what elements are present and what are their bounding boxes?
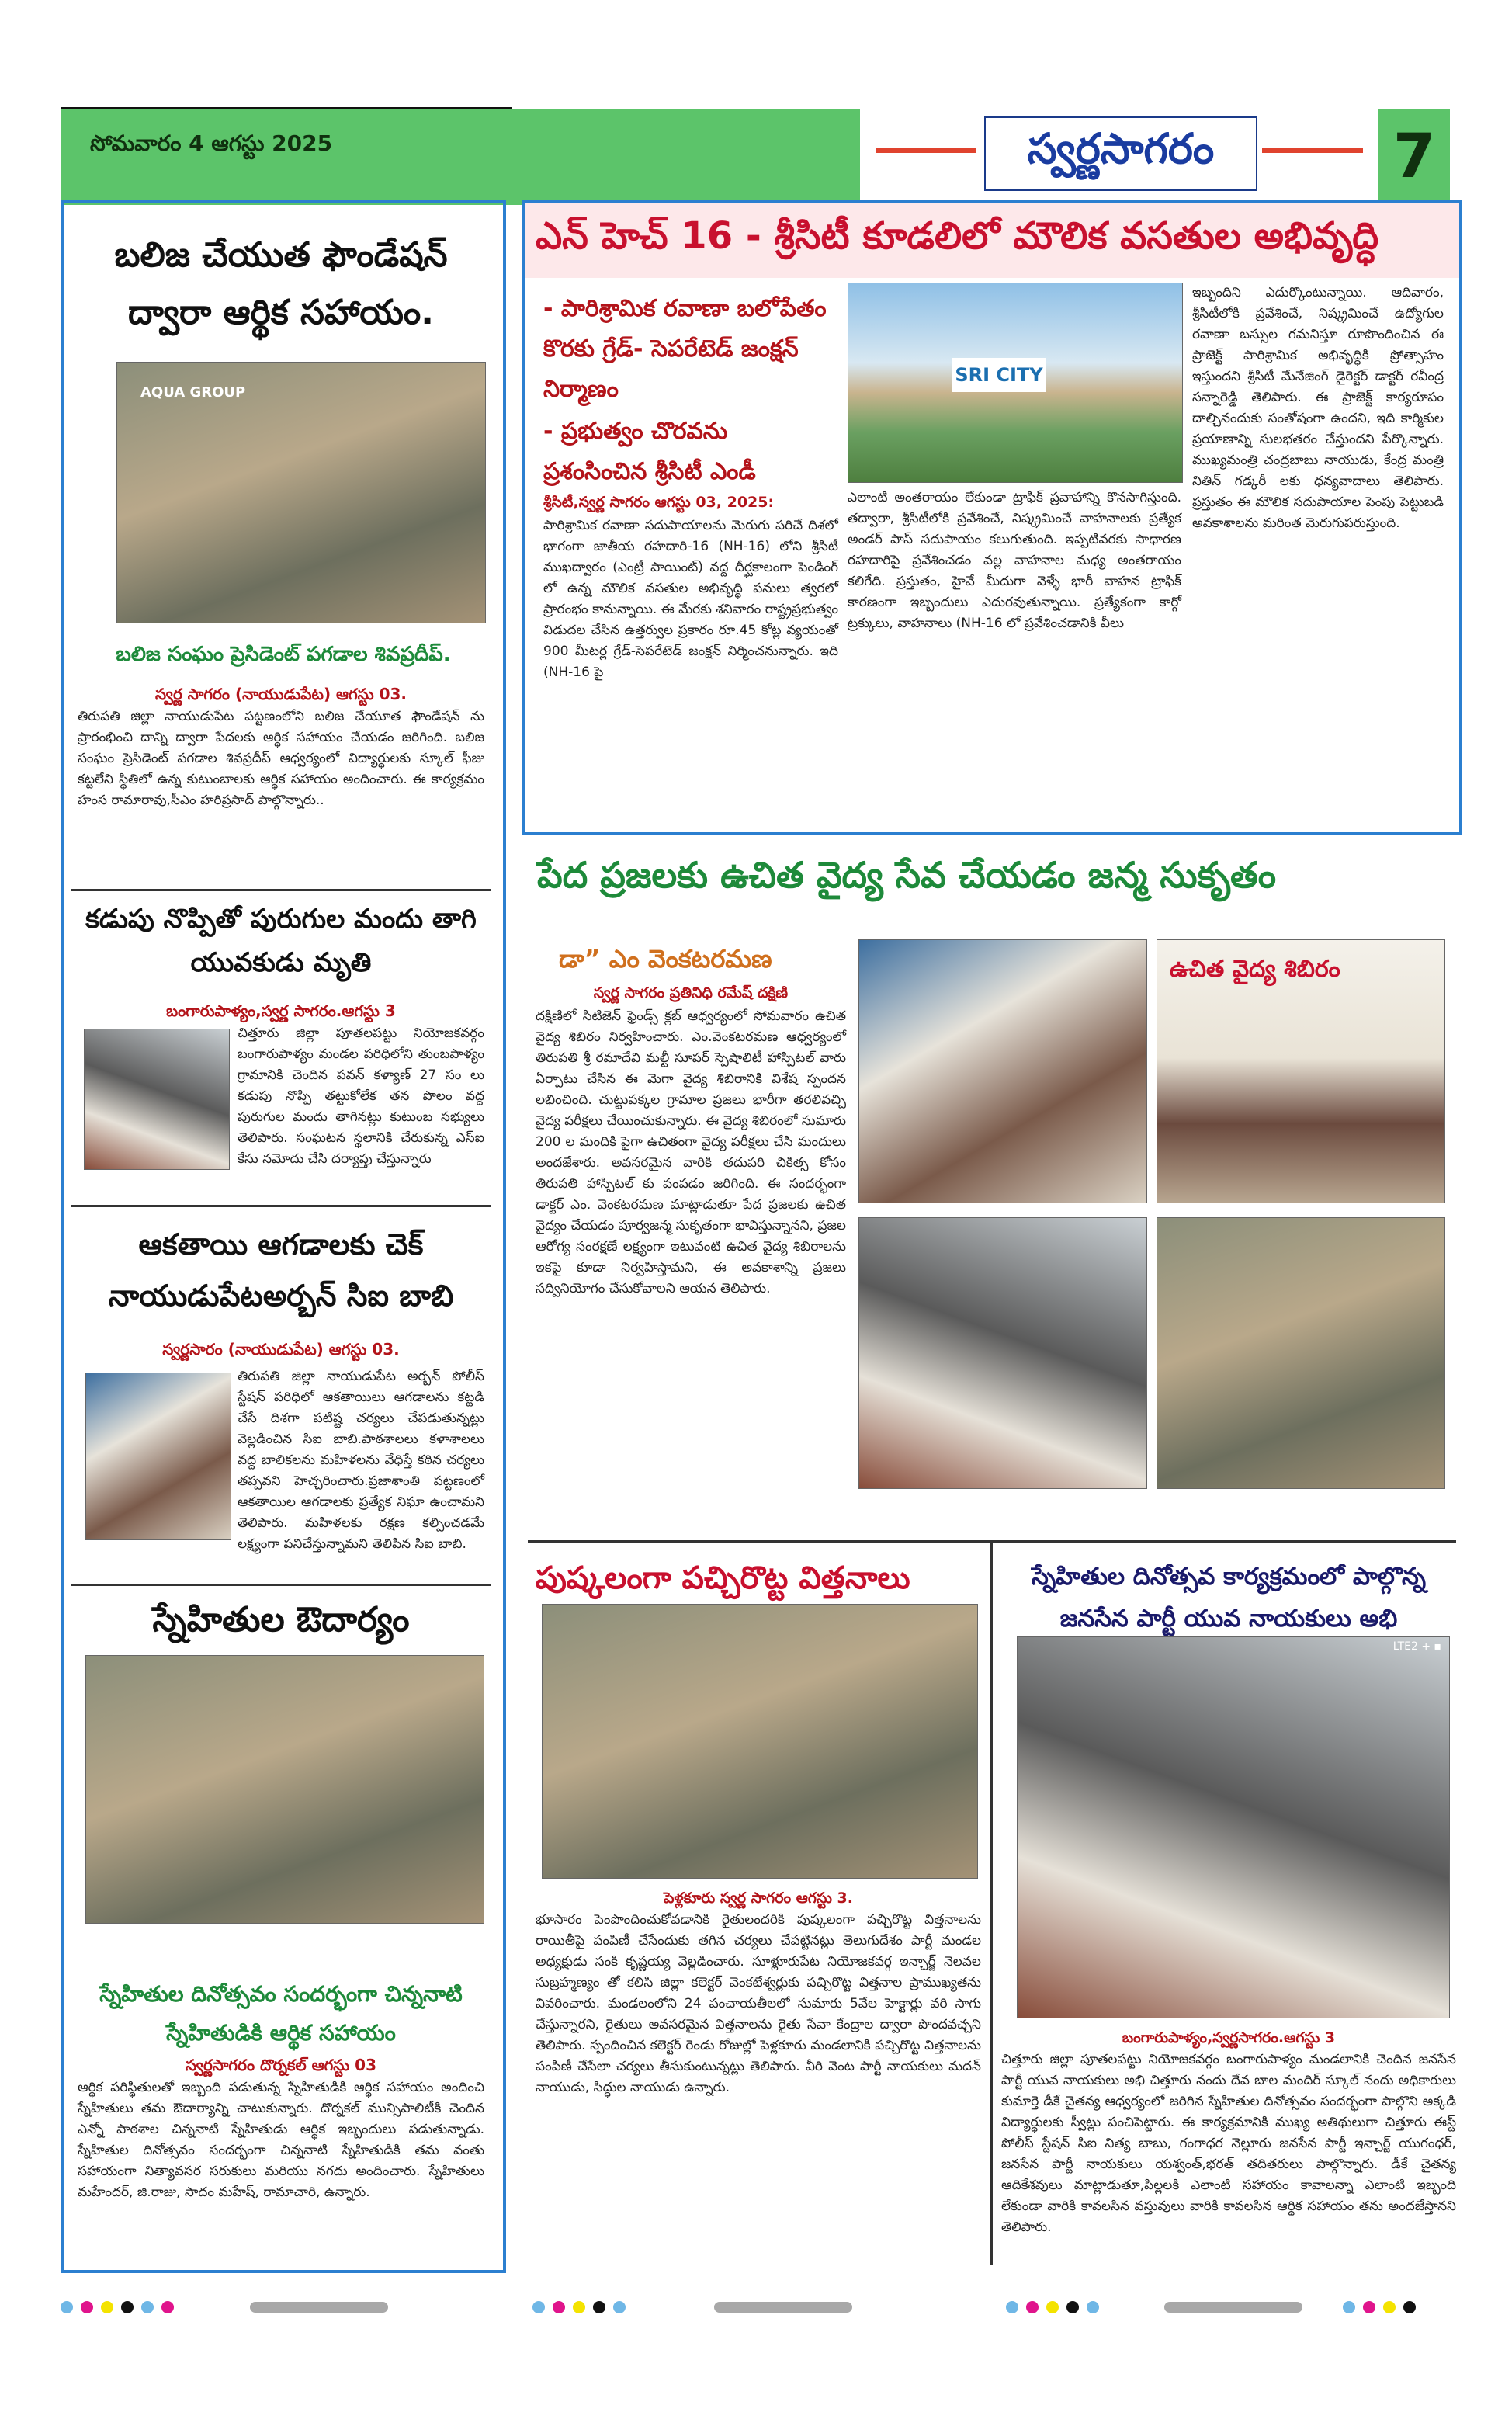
print-mark-bar <box>1164 2302 1302 2313</box>
story3-byline: స్వర్ణసారం (నాయుడుపేట) ఆగస్టు 03. <box>162 1340 400 1359</box>
janasena-byline: బంగారుపాళ్యం,స్వర్ణసాగరం.ఆగస్టు 3 <box>1122 2029 1336 2046</box>
seeds-photo <box>542 1604 978 1879</box>
medical-photo-1 <box>858 939 1147 1203</box>
story3-photo <box>85 1373 231 1540</box>
print-mark-bar <box>250 2302 388 2313</box>
story1-caption: బలిజ సంఘం ప్రెసిడెంట్ పగడాల శివప్రదీప్. <box>116 643 451 666</box>
janasena-photo-stamp: LTE2 + ▪ <box>1392 1640 1441 1653</box>
story1-headline: బలిజ చేయుత ఫౌండేషన్ ద్వారా ఆర్థిక సహాయం. <box>114 235 448 332</box>
story2-headline: కడుపు నొప్పితో పురుగుల మందు తాగి యువకుడు మృతి <box>85 904 477 978</box>
story4-byline: స్వర్ణసాగరం దొర్నకల్ ఆగస్టు 03 <box>185 2056 377 2074</box>
main-story-col1: పారిశ్రామిక రవాణా సదుపాయాలను మెరుగు పరిచే దిశలో భాగంగా జాతీయ రహదారి-16 (NH-16) లోని శ్రీసిటీ ముఖద్వారం (ఎంట్రీ పాయింట్) వద్ద దీర్ఘకాలంగా పెండింగ్ లో ఉన్న మౌలిక వసతుల అభివృద్ధి పనులు త్వరలో ప్రారంభం కానున్నాయి. ఈ మేరకు శనివారం రాష్ట్రప్రభుత్వం విడుదల చేసిన ఉత్తర్వుల ప్రకారం రూ.45 కోట్ల వ్యయంతో 900 మీటర్ల గ్రేడ్-సెపరేటెడ్ జంక్షన్ నిర్మించనున్నారు. ఇది (NH-16 పై <box>543 518 838 680</box>
story4-photo <box>85 1655 484 1924</box>
story-divider <box>71 889 491 891</box>
column-divider <box>990 1543 993 2265</box>
masthead-rule-right <box>1262 148 1363 153</box>
main-story-bullet-1: - పారిశ్రామిక రవాణా బలోపేతం కొరకు గ్రేడ్- సెపరేటెడ్ జంక్షన్ నిర్మాణం <box>543 295 827 403</box>
medical-body: దక్షిణిలో సిటిజెన్ ఫ్రెండ్స్ క్లబ్ ఆధ్వర్యంలో సోమవారం ఉచిత వైద్య శిబిరం నిర్వహించారు. ఎం.వెంకటరమణ ఆధ్వర్యంలో తిరుపతి శ్రీ రమాదేవి మల్టీ సూపర్ స్పెషాలిటీ హాస్పిటల్ వారు ఏర్పాటు చేసిన ఈ మెగా వైద్య శిబిరానికి విశేష స్పందన లభించింది. చుట్టుపక్కల గ్రామాల ప్రజలు భారీగా తరలివచ్చి వైద్య పరీక్షలు చేయించుకున్నారు. ఈ వైద్య శిబిరంలో సుమారు 200 ల మందికి పైగా ఉచితంగా వైద్య పరీక్షలు చేసి మందులు అందజేశారు. అవసరమైన వారికి తదుపరి చికిత్స కోసం తిరుపతి హాస్పిటల్ కు పంపడం జరిగింది. ఈ సందర్భంగా డాక్టర్ ఎం. వెంకటరమణ మాట్లాడుతూ పేద ప్రజలకు ఉచిత వైద్యం చేయడం పూర్వజన్మ సుకృతంగా భావిస్తున్నానని, ప్రజల ఆరోగ్య సంరక్షణే లక్ష్యంగా ఇటువంటి ఉచిత వైద్య శిబిరాలను ఇకపై కూడా నిర్వహిస్తామని, ఈ అవకాశాన్ని ప్రజలు సద్వినియోగం చేసుకోవాలని ఆయన తెలిపారు. <box>536 1008 846 1296</box>
story3-headline: ఆకతాయి ఆగడాలకు చెక్ నాయుడుపేటఅర్బన్ సిఐ బాబి <box>108 1227 454 1313</box>
main-story-byline: శ్రీసిటీ,స్వర్ణ సాగరం ఆగస్టు 03, 2025: <box>543 494 775 511</box>
story3-body-tail <box>78 1546 484 1568</box>
seeds-headline: పుష్కలంగా పచ్చిరొట్ట విత్తనాలు <box>536 1560 910 1596</box>
main-story-headline: ఎన్ హెచ్ 16 - శ్రీసిటీ కూడలిలో మౌలిక వసతుల అభివృద్ధి <box>536 214 1379 258</box>
story3-body: తిరుపతి జిల్లా నాయుడుపేట అర్బన్ పోలీస్ స్టేషన్ పరిధిలో ఆకతాయిలు ఆగడాలను కట్టడి చేసే దిశగా పటిష్ట చర్యలు చేపడుతున్నట్లు వెల్లడించిన సిఐ బాబి.పాఠశాలలు కళాశాలలు వద్ద బాలికలను మహిళలను వేధిస్తే కఠిన చర్యలు తప్పవని హెచ్చరించారు.ప్రజాశాంతి పట్టణంలో ఆకతాయిల ఆగడాలకు ప్రత్యేక నిఘా ఉంచామని తెలిపారు. మహిళలకు రక్షణ కల్పించడమే లక్ష్యంగా పనిచేస్తున్నామని తెలిపిన సిఐ బాబి. <box>238 1369 484 1552</box>
medical-headline: పేద ప్రజలకు ఉచిత వైద్య సేవ చేయడం జన్మ సుకృతం <box>537 854 1277 896</box>
story2-byline: బంగారుపాళ్యం,స్వర్ణ సాగరం.ఆగస్టు 3 <box>166 1001 396 1020</box>
story-divider <box>71 1205 491 1207</box>
story-divider <box>71 1584 491 1586</box>
medical-byline: స్వర్ణ సాగరం ప్రతినిధి రమేష్ దక్షిణి <box>593 984 789 1001</box>
print-registration-dots <box>532 2301 626 2313</box>
print-registration-dots <box>61 2301 174 2313</box>
main-story-col3: ఇబ్బందిని ఎదుర్కొంటున్నాయి. ఆదివారం, శ్రీసిటీలోకి ప్రవేశించే, నిష్క్రమించే ఉద్యోగుల రవాణా బస్సుల గమనిస్తూ రూపొందించిన ఈ ప్రాజెక్ట్ పారిశ్రామిక అభివృద్ధికి ప్రోత్సాహం ఇస్తుందని శ్రీసిటీ మేనేజింగ్ డైరెక్టర్ డాక్టర్ రవీంద్ర సన్నారెడ్డి తెలిపారు. ఈ ప్రాజెక్ట్ కార్యరూపం దాల్చినందుకు సంతోషంగా ఉందని, ఇది కార్మికుల ప్రయాణాన్ని సులభతరం చేస్తుందని పేర్కొన్నారు. ముఖ్యమంత్రి చంద్రబాబు నాయుడు, కేంద్ర మంత్రి నితిన్ గడ్కరీ లకు ధన్యవాదాలు తెలిపారు. ప్రస్తుతం ఈ మౌలిక సదుపాయాల పెంపు పెట్టుబడి అవకాశాలను మరింత మెరుగుపరుస్తుంది. <box>1192 285 1444 531</box>
newspaper-logo: స్వర్ణసాగరం <box>984 116 1257 191</box>
masthead-rule-left <box>876 148 976 153</box>
medical-photo-2 <box>1157 939 1445 1203</box>
story1-byline: స్వర్ణ సాగరం (నాయుడుపేట) ఆగస్టు 03. <box>154 685 407 703</box>
sricity-photo <box>848 283 1183 483</box>
print-mark-bar <box>714 2302 852 2313</box>
main-story-col2: ఎలాంటి అంతరాయం లేకుండా ట్రాఫిక్ ప్రవాహాన్ని కొనసాగిస్తుంది. తద్వారా, శ్రీసిటీలోకి ప్రవేశించే, నిష్క్రమించే వాహనాలకు ప్రత్యేక అండర్ పాస్ సదుపాయం కలుగుతుంది. ఇప్పటివరకు సాధారణ రహదారిపై ప్రవేశించడం వల్ల వాహనాల మధ్య అంతరాయం కలిగేది. ప్రస్తుతం, హైవే మీదుగా వెళ్ళే భారీ వాహన ట్రాఫిక్ కారణంగా ఇబ్బందులు ఎదురవుతున్నాయి. ప్రత్యేకంగా కార్గో ట్రక్కులు, వాహనాలు (NH-16 లో ప్రవేశించడానికి వీలు <box>848 490 1181 631</box>
janasena-photo <box>1017 1636 1450 2018</box>
section-divider <box>528 1540 1456 1543</box>
print-registration-dots <box>1343 2301 1416 2313</box>
sricity-sign: SRI CITY <box>952 358 1046 392</box>
seeds-body: భూసారం పెంపొందించుకోవడానికి రైతులందరికి పుష్కలంగా పచ్చిరొట్ట విత్తనాలను రాయితీపై పంపిణీ చేసేందుకు తగిన చర్యలు చేపట్టినట్లు తెలుగుదేశం పార్టీ మండల అధ్యక్షుడు సంకి కృష్ణయ్య వెల్లడించారు. సూళ్లూరుపేట నియోజకవర్గ ఇన్చార్జ్ నెలవల సుబ్రహ్మణ్యం తో కలిసి జిల్లా కలెక్టర్ వెంకటేశ్వర్లుకు పచ్చిరొట్ట విత్తనాల ప్రాముఖ్యతను వివరించారు. మండలంలోని 24 పంచాయతీలలో సుమారు 5వేల హెక్టార్లు వరి సాగు చేస్తున్నారని, రైతులు అవసరమైన విత్తనాలను రైతు సేవా కేంద్రాల ద్వారా పొందవచ్చని తెలిపారు. స్పందించిన కలెక్టర్ రెండు రోజుల్లో పెళ్లకూరు మండలానికి పచ్చిరొట్ట విత్తనాలను పంపిణీ చేసేలా చర్యలు తీసుకుంటున్నట్లు తెలిపారు. వీరి వెంట పార్టీ నాయకులు మదన్ నాయుడు, సిద్ధుల నాయుడు ఉన్నారు. <box>536 1912 981 2095</box>
story2-body: చిత్తూరు జిల్లా పూతలపట్టు నియోజకవర్గం బంగారుపాళ్యం మండల పరిధిలోని తుంబపాళ్యం గ్రామానికి చెందిన పవన్ కళ్యాణ్ 27 సం లు కడుపు నొప్పి తట్టుకోలేక తన పొలం వద్ద పురుగుల మందు తాగినట్లు కుటుంబ సభ్యులు తెలిపారు. సంఘటన స్థలానికి చేరుకున్న ఎస్ఐ కేసు నమోదు చేసి దర్యాప్తు చేస్తున్నారు <box>238 1026 484 1167</box>
janasena-body: చిత్తూరు జిల్లా పూతలపట్టు నియోజకవర్గం బంగారుపాళ్యం మండలానికి చెందిన జనసేన పార్టీ యువ నాయకులు అభి చిత్తూరు నందు దేవ బాల మందిర్ స్కూల్ నందు అధికారులు కుమార్తె డీకే చైతన్య ఆధ్వర్యంలో జరిగిన స్నేహితుల దినోత్సవం సందర్భంగా పాల్గొని అక్కడి విద్యార్థులకు స్వీట్లు పంచిపెట్టారు. ఈ కార్యక్రమానికి ముఖ్య అతిథులుగా చిత్తూరు ఈస్ట్ పోలీస్ స్టేషన్ సిఐ నిత్య బాబు, గంగాధర నెల్లూరు జనసేన పార్టీ ఇన్చార్జ్ యుగంధర్, జనసేన పార్టీ నాయకులు యశ్వంత్,భరత్ తదితరులు పాల్గొన్నారు. డీకే చైతన్య ఆదికేశవులు మాట్లాడుతూ,పిల్లలకి ఎలాంటి సహాయం కావాలన్నా ఎలాంటి ఇబ్బంది లేకుండా వారికి కావలసిన వస్తువులు వారికి కావలసిన ఆర్థిక సహాయం తను అందజేస్తానని తెలిపారు. <box>1001 2052 1456 2235</box>
story4-headline: స్నేహితుల ఔదార్యం <box>152 1600 410 1640</box>
seeds-byline: పెళ్లకూరు స్వర్ణ సాగరం ఆగస్టు 3. <box>664 1890 853 1907</box>
story2-photo <box>84 1029 230 1170</box>
story1-photo <box>116 362 486 623</box>
story1-photo-sign: AQUA GROUP <box>140 384 246 401</box>
story1-body: తిరుపతి జిల్లా నాయుడుపేట పట్టణంలోని బలిజ చేయూత ఫౌండేషన్ ను ప్రారంభించి దాన్ని ద్వారా పేదలకు ఆర్థిక సహాయం చేయడం జరిగింది. బలిజ సంఘం ప్రెసిడెంట్ పగడాల శివప్రదీప్ ఆధ్వర్యంలో విద్యార్థులకు స్కూల్ ఫీజు కట్టలేని స్థితిలో ఉన్న కుటుంబాలకు ఆర్థిక సహాయం అందించారు. ఈ కార్యక్రమం హంస రామారావు,సీఎం హరిప్రసాద్ పాల్గొన్నారు.. <box>78 709 484 808</box>
print-registration-dots <box>1006 2301 1099 2313</box>
page-number: 7 <box>1378 109 1450 205</box>
janasena-headline: స్నేహితుల దినోత్సవ కార్యక్రమంలో పాల్గొన్న జనసేన పార్టీ యువ నాయకులు అభి <box>1032 1563 1426 1633</box>
main-story-bullet-2: - ప్రభుత్వం చొరవను ప్రశంసించిన శ్రీసిటీ ఎండీ <box>543 418 756 485</box>
story4-body: ఆర్థిక పరిస్థితులతో ఇబ్బంది పడుతున్న స్నేహితుడికి ఆర్థిక సహాయం అందించి స్నేహితులు తమ ఔదార్యాన్ని చాటుకున్నారు. దొర్నకల్ మున్సిపాలిటీకి చెందిన ఎన్నో పాఠశాల చిన్ననాటి స్నేహితుడు ఆర్థిక ఇబ్బందులు పడుతున్నాడు. స్నేహితుల దినోత్సవం సందర్భంగా చిన్ననాటి స్నేహితుడికి తమ వంతు సహాయంగా నిత్యావసర సరుకులు మరియు నగదు అందించారు. స్నేహితులు మహేందర్, జి.రాజు, సాదం మహేష్, రామాచారి, ఉన్నారు. <box>78 2080 484 2200</box>
medical-subheadline: డా” ఎం వెంకటరమణ <box>559 944 772 974</box>
medical-photo-4 <box>1157 1217 1445 1489</box>
story4-subheadline: స్నేహితుల దినోత్సవం సందర్భంగా చిన్ననాటి స్నేహితుడికి ఆర్థిక సహాయం <box>99 1981 463 2046</box>
medical-poster-title: ఉచిత వైద్య శిబిరం <box>1170 956 1340 983</box>
masthead-date: సోమవారం 4 ఆగస్టు 2025 <box>90 130 333 156</box>
medical-photo-3 <box>858 1217 1147 1489</box>
